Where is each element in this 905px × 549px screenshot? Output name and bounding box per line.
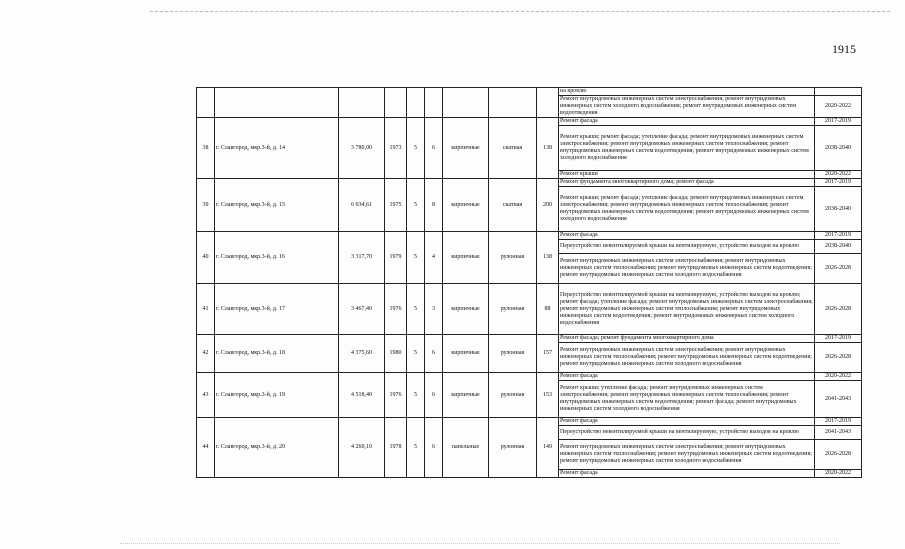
cell-period: 2020-2022 bbox=[815, 96, 862, 118]
table-row bbox=[197, 232, 862, 240]
table-row bbox=[197, 373, 862, 381]
cell-works: Ремонт фасада bbox=[559, 373, 815, 381]
cell-year: 1976 bbox=[385, 373, 407, 418]
cell-entrances: 6 bbox=[425, 118, 443, 179]
cell-residents: 157 bbox=[537, 335, 559, 373]
cell-entrances bbox=[425, 88, 443, 118]
cell-address: г. Славгород, мкр.3-й, д. 15 bbox=[215, 179, 339, 232]
cell-floors bbox=[407, 88, 425, 118]
cell-area: 4 518,40 bbox=[339, 373, 385, 418]
table-row bbox=[197, 418, 862, 426]
cell-works: Ремонт фасада bbox=[559, 118, 815, 126]
cell-floors: 5 bbox=[407, 335, 425, 373]
cell-year bbox=[385, 88, 407, 118]
cell-address: г. Славгород, мкр.3-й, д. 14 bbox=[215, 118, 339, 179]
table-row bbox=[197, 88, 862, 96]
cell-entrances: 6 bbox=[425, 373, 443, 418]
cell-num bbox=[197, 88, 215, 118]
cell-period bbox=[815, 88, 862, 96]
cell-year: 1978 bbox=[385, 418, 407, 478]
cell-entrances: 4 bbox=[425, 232, 443, 284]
cell-year: 1976 bbox=[385, 284, 407, 335]
cell-floors: 5 bbox=[407, 118, 425, 179]
table-body bbox=[197, 88, 862, 478]
cell-works: Ремонт фундамента многоквартирного дома; ремонт фасада bbox=[559, 179, 815, 187]
cell-entrances: 8 bbox=[425, 179, 443, 232]
cell-num: 42 bbox=[197, 335, 215, 373]
cell-period: 2017-2019 bbox=[815, 418, 862, 426]
cell-area: 4 375,60 bbox=[339, 335, 385, 373]
cell-period: 2038-2040 bbox=[815, 126, 862, 171]
cell-walls: кирпичные bbox=[443, 118, 489, 179]
cell-area: 6 034,61 bbox=[339, 179, 385, 232]
cell-period: 2020-2022 bbox=[815, 373, 862, 381]
repair-program-table bbox=[196, 87, 862, 478]
cell-roof: рулонная bbox=[489, 373, 537, 418]
cell-works: Ремонт фасада bbox=[559, 418, 815, 426]
cell-walls: кирпичные bbox=[443, 284, 489, 335]
cell-floors: 5 bbox=[407, 418, 425, 478]
cell-period: 2026-2028 bbox=[815, 254, 862, 284]
cell-address: г. Славгород, мкр.3-й, д. 19 bbox=[215, 373, 339, 418]
cell-residents: 138 bbox=[537, 118, 559, 179]
cell-num: 43 bbox=[197, 373, 215, 418]
cell-area: 3 780,00 bbox=[339, 118, 385, 179]
table-row bbox=[197, 118, 862, 126]
cell-works: Ремонт фасада bbox=[559, 232, 815, 240]
cell-period: 2038-2040 bbox=[815, 240, 862, 254]
cell-year: 1975 bbox=[385, 179, 407, 232]
cell-roof: скатная bbox=[489, 179, 537, 232]
cell-period: 2020-2022 bbox=[815, 470, 862, 478]
cell-works: Ремонт крыши; ремонт фасада; утепление фасада; ремонт внутридомовых инженерных систем электроснабжения; ремонт внутридомовых инженерных систем теплоснабжения; ремонт внутридомовых инженерных систем водоотведения; ремонт внутридомовых инженерных систем холодного водоснабжения bbox=[559, 126, 815, 171]
cell-residents: 88 bbox=[537, 284, 559, 335]
cell-roof: рулонная bbox=[489, 335, 537, 373]
cell-entrances: 3 bbox=[425, 284, 443, 335]
cell-area: 3 317,70 bbox=[339, 232, 385, 284]
cell-works: Ремонт фасада; ремонт фундамента многоквартирного дома bbox=[559, 335, 815, 343]
page-number: 1915 bbox=[832, 42, 856, 56]
cell-roof: рулонная bbox=[489, 418, 537, 478]
cell-area: 3 467,40 bbox=[339, 284, 385, 335]
cell-walls: кирпичные bbox=[443, 335, 489, 373]
cell-works: на кровлю bbox=[559, 88, 815, 96]
cell-works: Ремонт крыши bbox=[559, 171, 815, 179]
cell-year: 1980 bbox=[385, 335, 407, 373]
cell-works: Ремонт внутридомовых инженерных систем электроснабжения; ремонт внутридомовых инженерных систем холодного водоснабжения; ремонт внутридомовых инженерных систем водоотведения bbox=[559, 96, 815, 118]
cell-roof: рулонная bbox=[489, 232, 537, 284]
cell-num: 39 bbox=[197, 179, 215, 232]
cell-period: 2026-2028 bbox=[815, 343, 862, 373]
cell-works: Переустройство невентилируемой крыши на вентилируемую, устройство выходов на кровлю bbox=[559, 426, 815, 440]
cell-residents: 153 bbox=[537, 373, 559, 418]
cell-works: Ремонт крыши; ремонт фасада; утепление фасада; ремонт внутридомовых инженерных систем электроснабжения; ремонт внутридомовых инженерных систем теплоснабжения; ремонт внутридомовых инженерных систем водоотведения; ремонт внутридомовых инженерных систем холодного водоснабжения bbox=[559, 187, 815, 232]
cell-num: 41 bbox=[197, 284, 215, 335]
cell-works: Ремонт внутридомовых инженерных систем электроснабжения; ремонт внутридомовых инженерных систем теплоснабжения; ремонт внутридомовых инженерных систем водоотведения; ремонт внутридомовых инженерных систем холодного водоснабжения bbox=[559, 254, 815, 284]
cell-period: 2017-2019 bbox=[815, 232, 862, 240]
cell-num: 38 bbox=[197, 118, 215, 179]
cell-year: 1973 bbox=[385, 118, 407, 179]
cell-period: 2026-2028 bbox=[815, 440, 862, 470]
cell-walls: кирпичные bbox=[443, 179, 489, 232]
cell-residents: 149 bbox=[537, 418, 559, 478]
cell-works: Переустройство невентилируемой крыши на вентилируемую, устройство выходов на кровлю; ремонт фасада; утепление фасада; ремонт внутридомовых инженерных систем электроснабжения; ремонт внутридомовых инженерных систем теплоснабжения; ремонт внутридомовых инженерных систем водоотведения; ремонт внутридомовых инженерных систем холодного водоснабжения bbox=[559, 284, 815, 335]
cell-works: Переустройство невентилируемой крыши на вентилируемую, устройство выходов на кровлю bbox=[559, 240, 815, 254]
cell-num: 40 bbox=[197, 232, 215, 284]
cell-year: 1979 bbox=[385, 232, 407, 284]
cell-address: г. Славгород, мкр.3-й, д. 17 bbox=[215, 284, 339, 335]
cell-roof: скатная bbox=[489, 118, 537, 179]
cell-address: г. Славгород, мкр.3-й, д. 20 bbox=[215, 418, 339, 478]
cell-entrances: 6 bbox=[425, 335, 443, 373]
cell-roof: рулонная bbox=[489, 284, 537, 335]
table-row bbox=[197, 179, 862, 187]
cell-walls: кирпичные bbox=[443, 373, 489, 418]
cell-period: 2017-2019 bbox=[815, 335, 862, 343]
bottom-scan-edge bbox=[120, 543, 840, 544]
top-scan-rule bbox=[150, 11, 890, 12]
cell-walls bbox=[443, 88, 489, 118]
cell-floors: 5 bbox=[407, 179, 425, 232]
cell-period: 2020-2022 bbox=[815, 171, 862, 179]
cell-floors: 5 bbox=[407, 284, 425, 335]
cell-period: 2026-2028 bbox=[815, 284, 862, 335]
cell-entrances: 6 bbox=[425, 418, 443, 478]
cell-area: 4 260,10 bbox=[339, 418, 385, 478]
cell-floors: 5 bbox=[407, 232, 425, 284]
cell-floors: 5 bbox=[407, 373, 425, 418]
cell-num: 44 bbox=[197, 418, 215, 478]
cell-works: Ремонт фасада bbox=[559, 470, 815, 478]
cell-works: Ремонт внутридомовых инженерных систем электроснабжения; ремонт внутридомовых инженерных систем теплоснабжения; ремонт внутридомовых инженерных систем водоотведения; ремонт внутридомовых инженерных систем холодного водоснабжения bbox=[559, 343, 815, 373]
cell-residents: 138 bbox=[537, 232, 559, 284]
cell-period: 2041-2043 bbox=[815, 426, 862, 440]
cell-area bbox=[339, 88, 385, 118]
cell-residents bbox=[537, 88, 559, 118]
cell-period: 2017-2019 bbox=[815, 179, 862, 187]
cell-works: Ремонт крыши; утепление фасада; ремонт внутридомовых инженерных систем электроснабжения; ремонт внутридомовых инженерных систем теплоснабжения; ремонт внутридомовых инженерных систем водоотведения; ремонт фасада; ремонт внутридомовых инженерных систем холодного водоснабжения bbox=[559, 381, 815, 418]
cell-roof bbox=[489, 88, 537, 118]
cell-residents: 200 bbox=[537, 179, 559, 232]
cell-period: 2038-2040 bbox=[815, 187, 862, 232]
cell-period: 2041-2043 bbox=[815, 381, 862, 418]
cell-works: Ремонт внутридомовых инженерных систем электроснабжения; ремонт внутридомовых инженерных систем теплоснабжения; ремонт внутридомовых инженерных систем водоотведения; ремонт внутридомовых инженерных систем холодного водоснабжения bbox=[559, 440, 815, 470]
cell-address: г. Славгород, мкр.3-й, д. 16 bbox=[215, 232, 339, 284]
cell-walls: панельные bbox=[443, 418, 489, 478]
cell-address bbox=[215, 88, 339, 118]
table-row bbox=[197, 284, 862, 335]
cell-walls: кирпичные bbox=[443, 232, 489, 284]
cell-address: г. Славгород, мкр.3-й, д. 18 bbox=[215, 335, 339, 373]
cell-period: 2017-2019 bbox=[815, 118, 862, 126]
table-row bbox=[197, 335, 862, 343]
